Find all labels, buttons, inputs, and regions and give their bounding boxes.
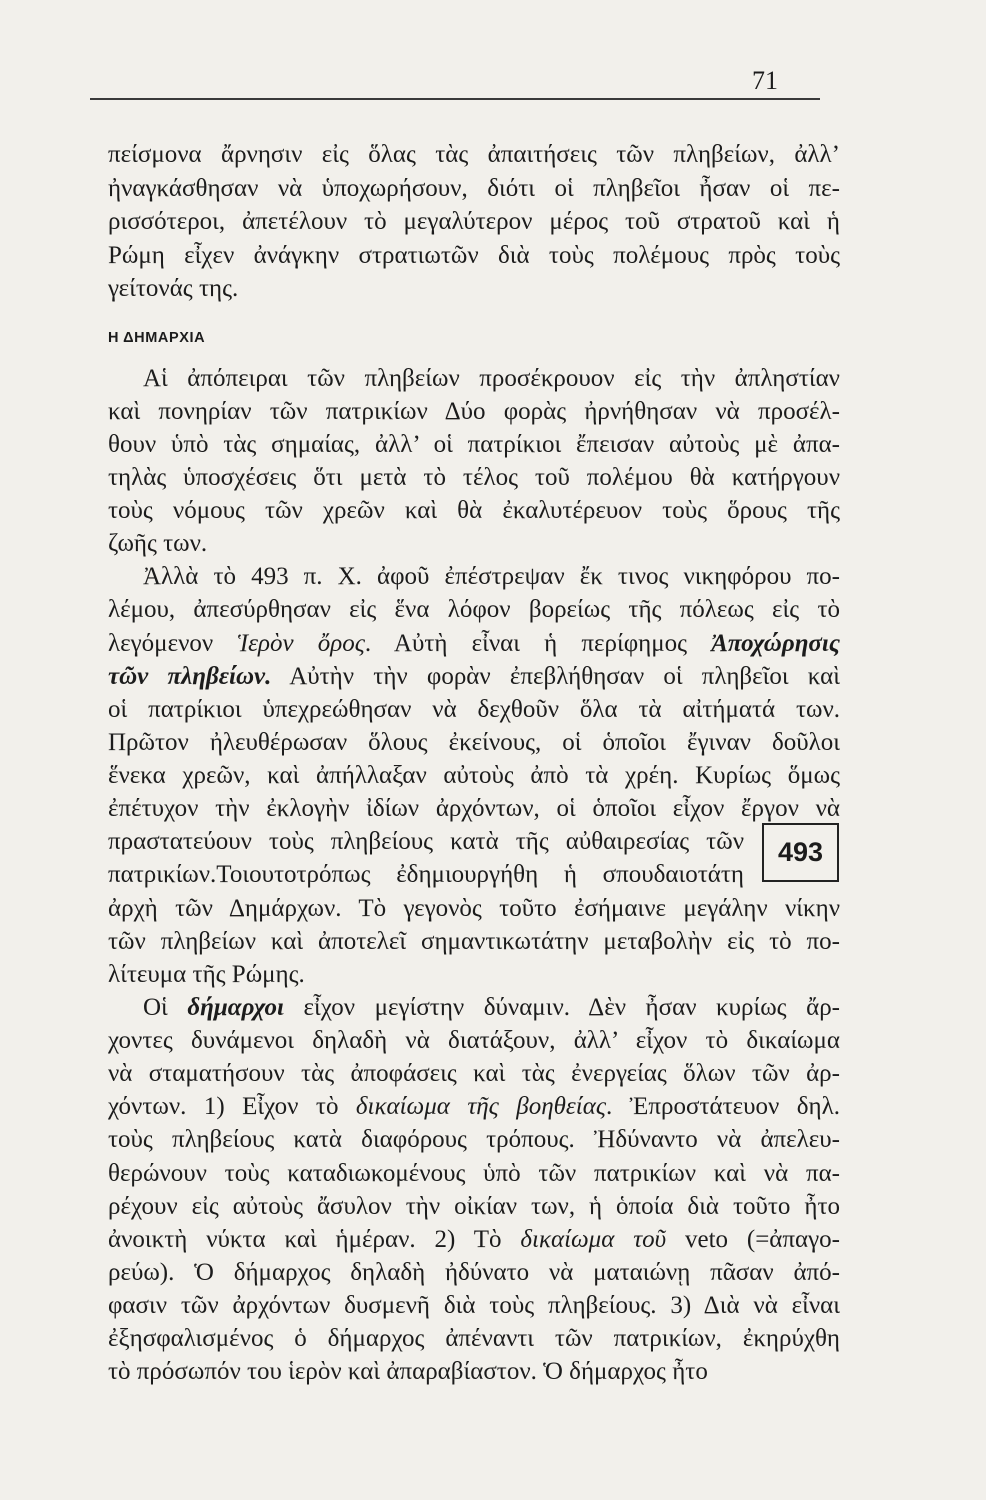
section-heading: Η ΔΗΜΑΡΧΙΑ [108,330,206,346]
text-span: πραστατεύουν τοὺς πληβείους κατὰ τῆς αὐθαιρεσίας τῶν [108,828,744,856]
paragraph [108,991,840,1389]
text-line [108,395,840,428]
text-span: Οἱ [143,993,188,1021]
text-span: οἱ πατρίκιοι ὑπεχρεώθησαν νὰ δεχθοῦν ὅλα τὰ αἰτήματά των. [108,695,840,723]
text-span: veto (=ἀπαγο- [666,1225,840,1253]
text-span: εἶχον μεγίστην δύναμιν. Δὲν ἦσαν κυρίως ἄρ- [284,993,841,1021]
text-line [108,461,840,494]
text-line [108,858,744,891]
text-span: Αὐτὴν τὴν φορὰν ἐπεβλήθησαν οἱ πληβεῖοι καὶ [271,662,840,690]
section-text-block [108,362,840,1389]
text-line [108,892,840,925]
text-span: θουν ὑπὸ τὰς σημαίας, ἀλλ’ οἱ πατρίκιοι ἔπεισαν αὐτοὺς μὲ ἀπα- [108,430,840,458]
text-line [108,138,840,172]
text-span: τηλὰς ὑποσχέσεις ὅτι μετὰ τὸ τέλος τοῦ πολέμου θὰ κατήργουν [108,463,840,491]
text-line [108,958,840,991]
text-span: . Ἐπροστάτευον δηλ. [605,1093,841,1121]
text-span: τὸ πρόσωπόν του ἱερὸν καὶ ἀπαραβίαστον. Ὁ δήμαρχος ἦτο [108,1358,708,1386]
text-span: Αἱ ἀπόπειραι τῶν πληβείων προσέκρουον εἰς τὴν ἀπληστίαν [143,364,840,392]
emphasized-text: δικαίωμα τοῦ [520,1225,667,1253]
text-span: Ἀλλὰ τὸ 493 π. Χ. ἀφοῦ ἐπέστρεψαν ἔκ τινος νικηφόρου πο- [143,563,840,591]
text-span: ἠναγκάσθησαν νὰ ὑποχωρήσουν, διότι οἱ πληβεῖοι ἦσαν οἱ πε- [108,174,840,202]
text-span: ρεύω). Ὁ δήμαρχος δηλαδὴ ἠδύνατο νὰ ματαιώνῃ πᾶσαν ἀπό- [108,1258,840,1286]
margin-note-year: 493 [777,837,824,867]
text-span: ζωῆς των. [108,530,208,558]
text-span: τοὺς πληβείους κατὰ διαφόρους τρόπους. Ἠδύναντο νὰ ἀπελευ- [108,1126,840,1154]
text-line [108,239,840,273]
text-line [108,428,840,461]
text-span: καὶ πονηρίαν τῶν πατρικίων Δύο φορὰς ἠρνήθησαν νὰ προσέλ- [108,397,840,425]
text-line [108,1090,840,1123]
text-line [108,172,840,206]
text-line [108,660,840,693]
text-line [108,1024,840,1057]
text-span: χοντες δυνάμενοι δηλαδὴ νὰ διατάξουν, ἀλλ’ εἶχον τὸ δικαίωμα [108,1027,840,1054]
text-span: Πρῶτον ἠλευθέρωσαν ὅλους ἐκείνους, οἱ ὁποῖοι ἔγιναν δοῦλοι [108,728,840,756]
text-line [108,1223,840,1256]
text-span: νὰ σταματήσουν τὰς ἀποφάσεις καὶ τὰς ἐνεργείας ὅλων τῶν ἀρ- [108,1060,840,1088]
text-line [108,494,840,527]
text-span: φασιν τῶν ἀρχόντων δυσμενῆ διὰ τοὺς πληβείους. 3) Διὰ νὰ εἶναι [108,1292,840,1319]
text-line [108,1355,840,1388]
text-span: τῶν πληβείων καὶ ἀποτελεῖ σημαντικωτάτην μεταβολὴν εἰς τὸ πο- [108,927,840,955]
text-line [108,527,840,560]
text-line [108,792,840,825]
text-span: λέμου, ἀπεσύρθησαν εἰς ἕνα λόφον βορείως τῆς πόλεως εἰς τὸ [108,596,840,624]
text-span: λίτευμα τῆς Ρώμης. [108,960,305,988]
text-line [108,1289,840,1322]
text-line [108,693,840,726]
emphasized-text: δικαίωμα τῆς βοηθείας [355,1093,606,1121]
text-span: τοὺς νόμους τῶν χρεῶν καὶ θὰ ἐκαλυτέρευον τοὺς ὅρους τῆς [108,497,840,524]
emphasized-text: Ἱερὸν ὄρος [237,629,365,657]
text-line [108,759,840,792]
text-line [108,1256,840,1289]
paragraph [108,362,840,561]
text-line [108,272,840,306]
text-line [108,205,840,239]
text-span: ἐξησφαλισμένος ὁ δήμαρχος ἀπέναντι τῶν πατρικίων, ἐκηρύχθη [108,1325,840,1353]
text-span: ρισσότεροι, ἀπετέλουν τὸ μεγαλύτερον μέρος τοῦ στρατοῦ καὶ ἡ [108,208,840,236]
header-rule [90,98,820,100]
text-line [108,726,840,759]
text-line [108,1190,840,1223]
margin-note-box [762,823,839,882]
emphasized-text: δήμαρχοι [187,993,284,1021]
text-line [108,362,840,395]
text-span: πείσμονα ἄρνησιν εἰς ὅλας τὰς ἀπαιτήσεις τῶν πληβείων, ἀλλ’ [108,141,840,168]
text-line [108,925,840,958]
text-span: Ρώμη εἶχεν ἀνάγκην στρατιωτῶν διὰ τοὺς πολέμους πρὸς τοὺς [108,241,840,269]
text-line [108,825,744,858]
text-line [108,1157,840,1190]
text-line [108,991,840,1024]
emphasized-text: τῶν πληβείων. [108,662,272,690]
text-span: . Αὐτὴ εἶναι ἡ περίφημος [364,629,712,657]
text-span: χόντων. 1) Εἶχον τὸ [108,1093,356,1121]
text-line [108,1123,840,1156]
text-span: γείτονάς της. [108,275,239,303]
text-line [108,1057,840,1090]
text-span: λεγόμενον [108,629,238,657]
paragraph [108,138,840,306]
text-span: ἕνεκα χρεῶν, καὶ ἀπήλλαξαν αὐτοὺς ἀπὸ τὰ χρέη. Κυρίως ὅμως [108,762,840,789]
text-span: ρέχουν εἰς αὐτοὺς ἄσυλον τὴν οἰκίαν των, ἡ ὁποία διὰ τοῦτο ἦτο [108,1192,840,1220]
text-line [108,627,840,660]
text-span: ἀρχὴ τῶν Δημάρχων. Τὸ γεγονὸς τοῦτο ἐσήμαινε μεγάλην νίκην [108,894,840,922]
text-line [108,1322,840,1355]
text-span: ἀνοικτὴ νύκτα καὶ ἡμέραν. 2) Τὸ [108,1225,521,1253]
text-line [108,593,840,626]
text-span: θερώνουν τοὺς καταδιωκομένους ὑπὸ τῶν πατρικίων καὶ νὰ πα- [108,1159,840,1187]
text-span: ἐπέτυχον τὴν ἐκλογὴν ἰδίων ἀρχόντων, οἱ ὁποῖοι εἶχον ἔργον νὰ [108,795,840,823]
emphasized-text: Ἀποχώρησις [711,629,840,657]
text-span: πατρικίων.Τοιουτοτρόπως ἐδημιουργήθη ἡ σπουδαιοτάτη [108,861,744,889]
text-line [108,560,840,593]
intro-text-block [108,138,840,306]
page-number: 71 [752,66,778,95]
paragraph [108,560,840,991]
